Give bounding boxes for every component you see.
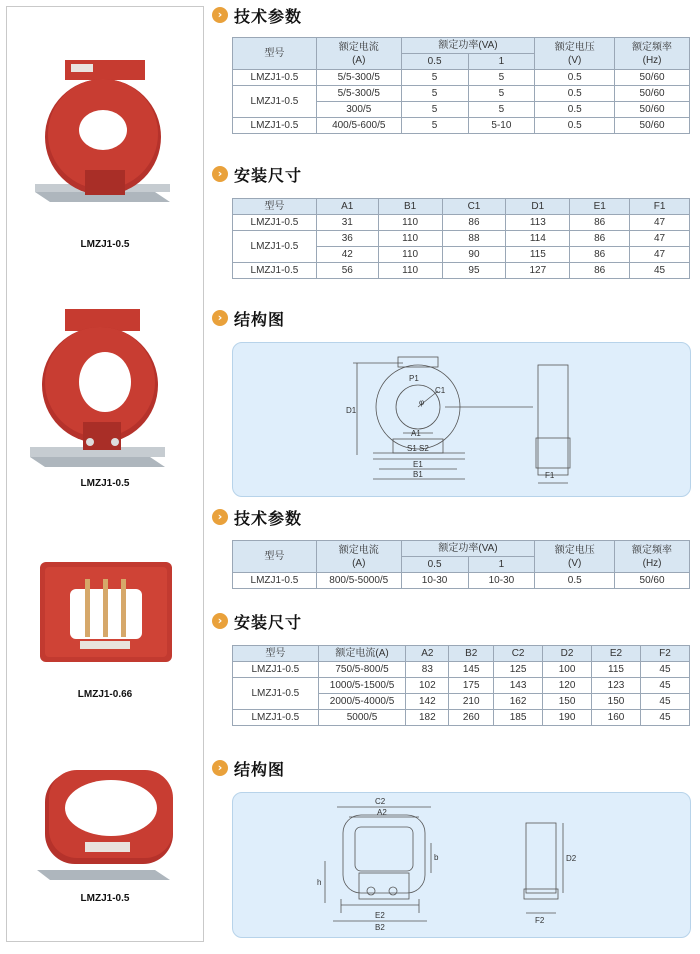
label-c2: C2 — [375, 797, 386, 806]
table-row: LMZJ1-0.5 400/5-600/5 5 5-10 0.5 50/60 — [233, 118, 690, 134]
col-current: 额定电流 (A) — [316, 38, 401, 70]
tech-params-table-2: 型号 额定电流 (A) 额定功率(VA) 额定电压 (V) 额定频率 (Hz) 0.5 1 LMZJ1-0.5 800/5-5000/5 10-30 10-30 0.5 50/60 — [232, 540, 690, 589]
label-b1: B1 — [413, 470, 423, 479]
product-image-1 — [7, 52, 203, 222]
table-row: LMZJ1-0.5 31 110 86 113 86 47 — [233, 215, 690, 231]
chevron-right-icon: › — [212, 310, 228, 326]
label-s1s2: S1 S2 — [407, 444, 429, 453]
table-row: 300/5 5 5 0.5 50/60 — [233, 102, 690, 118]
table-row: LMZJ1-0.5 5/5-300/5 5 5 0.5 50/60 — [233, 70, 690, 86]
product-image-2 — [7, 307, 203, 477]
structure-diagram-1 — [232, 342, 691, 497]
table-row: LMZJ1-0.5 1000/5-1500/5 102 175 143 120 123 45 — [233, 678, 690, 694]
table-row: LMZJ1-0.5 56 110 95 127 86 45 — [233, 263, 690, 279]
product-caption-4: LMZJ1-0.5 — [80, 893, 130, 904]
chevron-right-icon: › — [212, 760, 228, 776]
product-caption-2: LMZJ1-0.5 — [80, 478, 130, 489]
product-image-3 — [7, 557, 203, 677]
label-f1: F1 — [545, 471, 555, 480]
section-structure-2 — [212, 757, 285, 779]
table-row: 42 110 90 115 86 47 — [233, 247, 690, 263]
product-image-4 — [7, 762, 203, 882]
col-power-05: 0.5 — [401, 54, 468, 70]
product-caption-1: LMZJ1-0.5 — [80, 239, 130, 250]
label-b2: B2 — [375, 923, 385, 932]
col-power: 额定功率(VA) — [401, 38, 535, 54]
label-phi: φ — [419, 398, 425, 407]
label-h: h — [317, 878, 322, 887]
label-p1: P1 — [409, 374, 419, 383]
section-tech-params-1 — [212, 4, 302, 26]
table-row: LMZJ1-0.5 750/5-800/5 83 145 125 100 115 45 — [233, 662, 690, 678]
chevron-right-icon: › — [212, 166, 228, 182]
label-e1: E1 — [413, 460, 423, 469]
chevron-right-icon: › — [212, 7, 228, 23]
label-d2: D2 — [566, 854, 577, 863]
section-title: 结构图 — [234, 309, 286, 329]
product-caption-3: LMZJ1-0.66 — [77, 689, 133, 700]
col-freq: 额定频率 (Hz) — [615, 38, 690, 70]
table-row: LMZJ1-0.5 5/5-300/5 5 5 0.5 50/60 — [233, 86, 690, 102]
section-install-dims-2 — [212, 610, 302, 632]
label-a2: A2 — [377, 808, 387, 817]
col-model: 型号 — [233, 38, 317, 70]
section-structure-1 — [212, 307, 285, 329]
section-title: 安装尺寸 — [234, 165, 303, 185]
col-power-1: 1 — [468, 54, 535, 70]
product-panel — [6, 6, 204, 942]
section-tech-params-2 — [212, 506, 302, 528]
label-d1: D1 — [346, 406, 357, 415]
section-title: 技术参数 — [234, 6, 303, 26]
col-voltage: 额定电压 (V) — [535, 38, 615, 70]
table-row: 2000/5-4000/5 142 210 162 150 150 45 — [233, 694, 690, 710]
install-dims-table-2: 型号 额定电流(A) A2 B2 C2 D2 E2 F2 LMZJ1-0.5 750/5-800/5 83 145 125 100 115 45 LMZJ1-0.5 1000/5-1500/5 102 175 143 120 123 45 2000/5-4000/5 142 210 162 150 150 45 LMZJ1-0.5 5000/5 182 260 185 190 160 45 — [232, 645, 690, 726]
section-title: 结构图 — [234, 759, 286, 779]
chevron-right-icon: › — [212, 613, 228, 629]
table-row: LMZJ1-0.5 36 110 88 114 86 47 — [233, 231, 690, 247]
section-title: 技术参数 — [234, 508, 303, 528]
label-e2: E2 — [375, 911, 385, 920]
install-dims-table-1: 型号 A1 B1 C1 D1 E1 F1 LMZJ1-0.5 31 110 86 113 86 47 LMZJ1-0.5 36 110 88 114 86 47 42 110 90 115 86 47 LMZJ1-0.5 56 110 95 127 86 45 — [232, 198, 690, 279]
label-b: b — [434, 853, 439, 862]
structure-diagram-2 — [232, 792, 691, 938]
chevron-right-icon: › — [212, 509, 228, 525]
section-install-dims-1 — [212, 163, 302, 185]
label-a1: A1 — [411, 429, 421, 438]
label-c1: C1 — [435, 386, 446, 395]
table-row: LMZJ1-0.5 5000/5 182 260 185 190 160 45 — [233, 710, 690, 726]
tech-params-table-1 — [232, 37, 690, 134]
table-row: LMZJ1-0.5 800/5-5000/5 10-30 10-30 0.5 50/60 — [233, 573, 690, 589]
section-title: 安装尺寸 — [234, 612, 303, 632]
label-f2: F2 — [535, 916, 545, 925]
